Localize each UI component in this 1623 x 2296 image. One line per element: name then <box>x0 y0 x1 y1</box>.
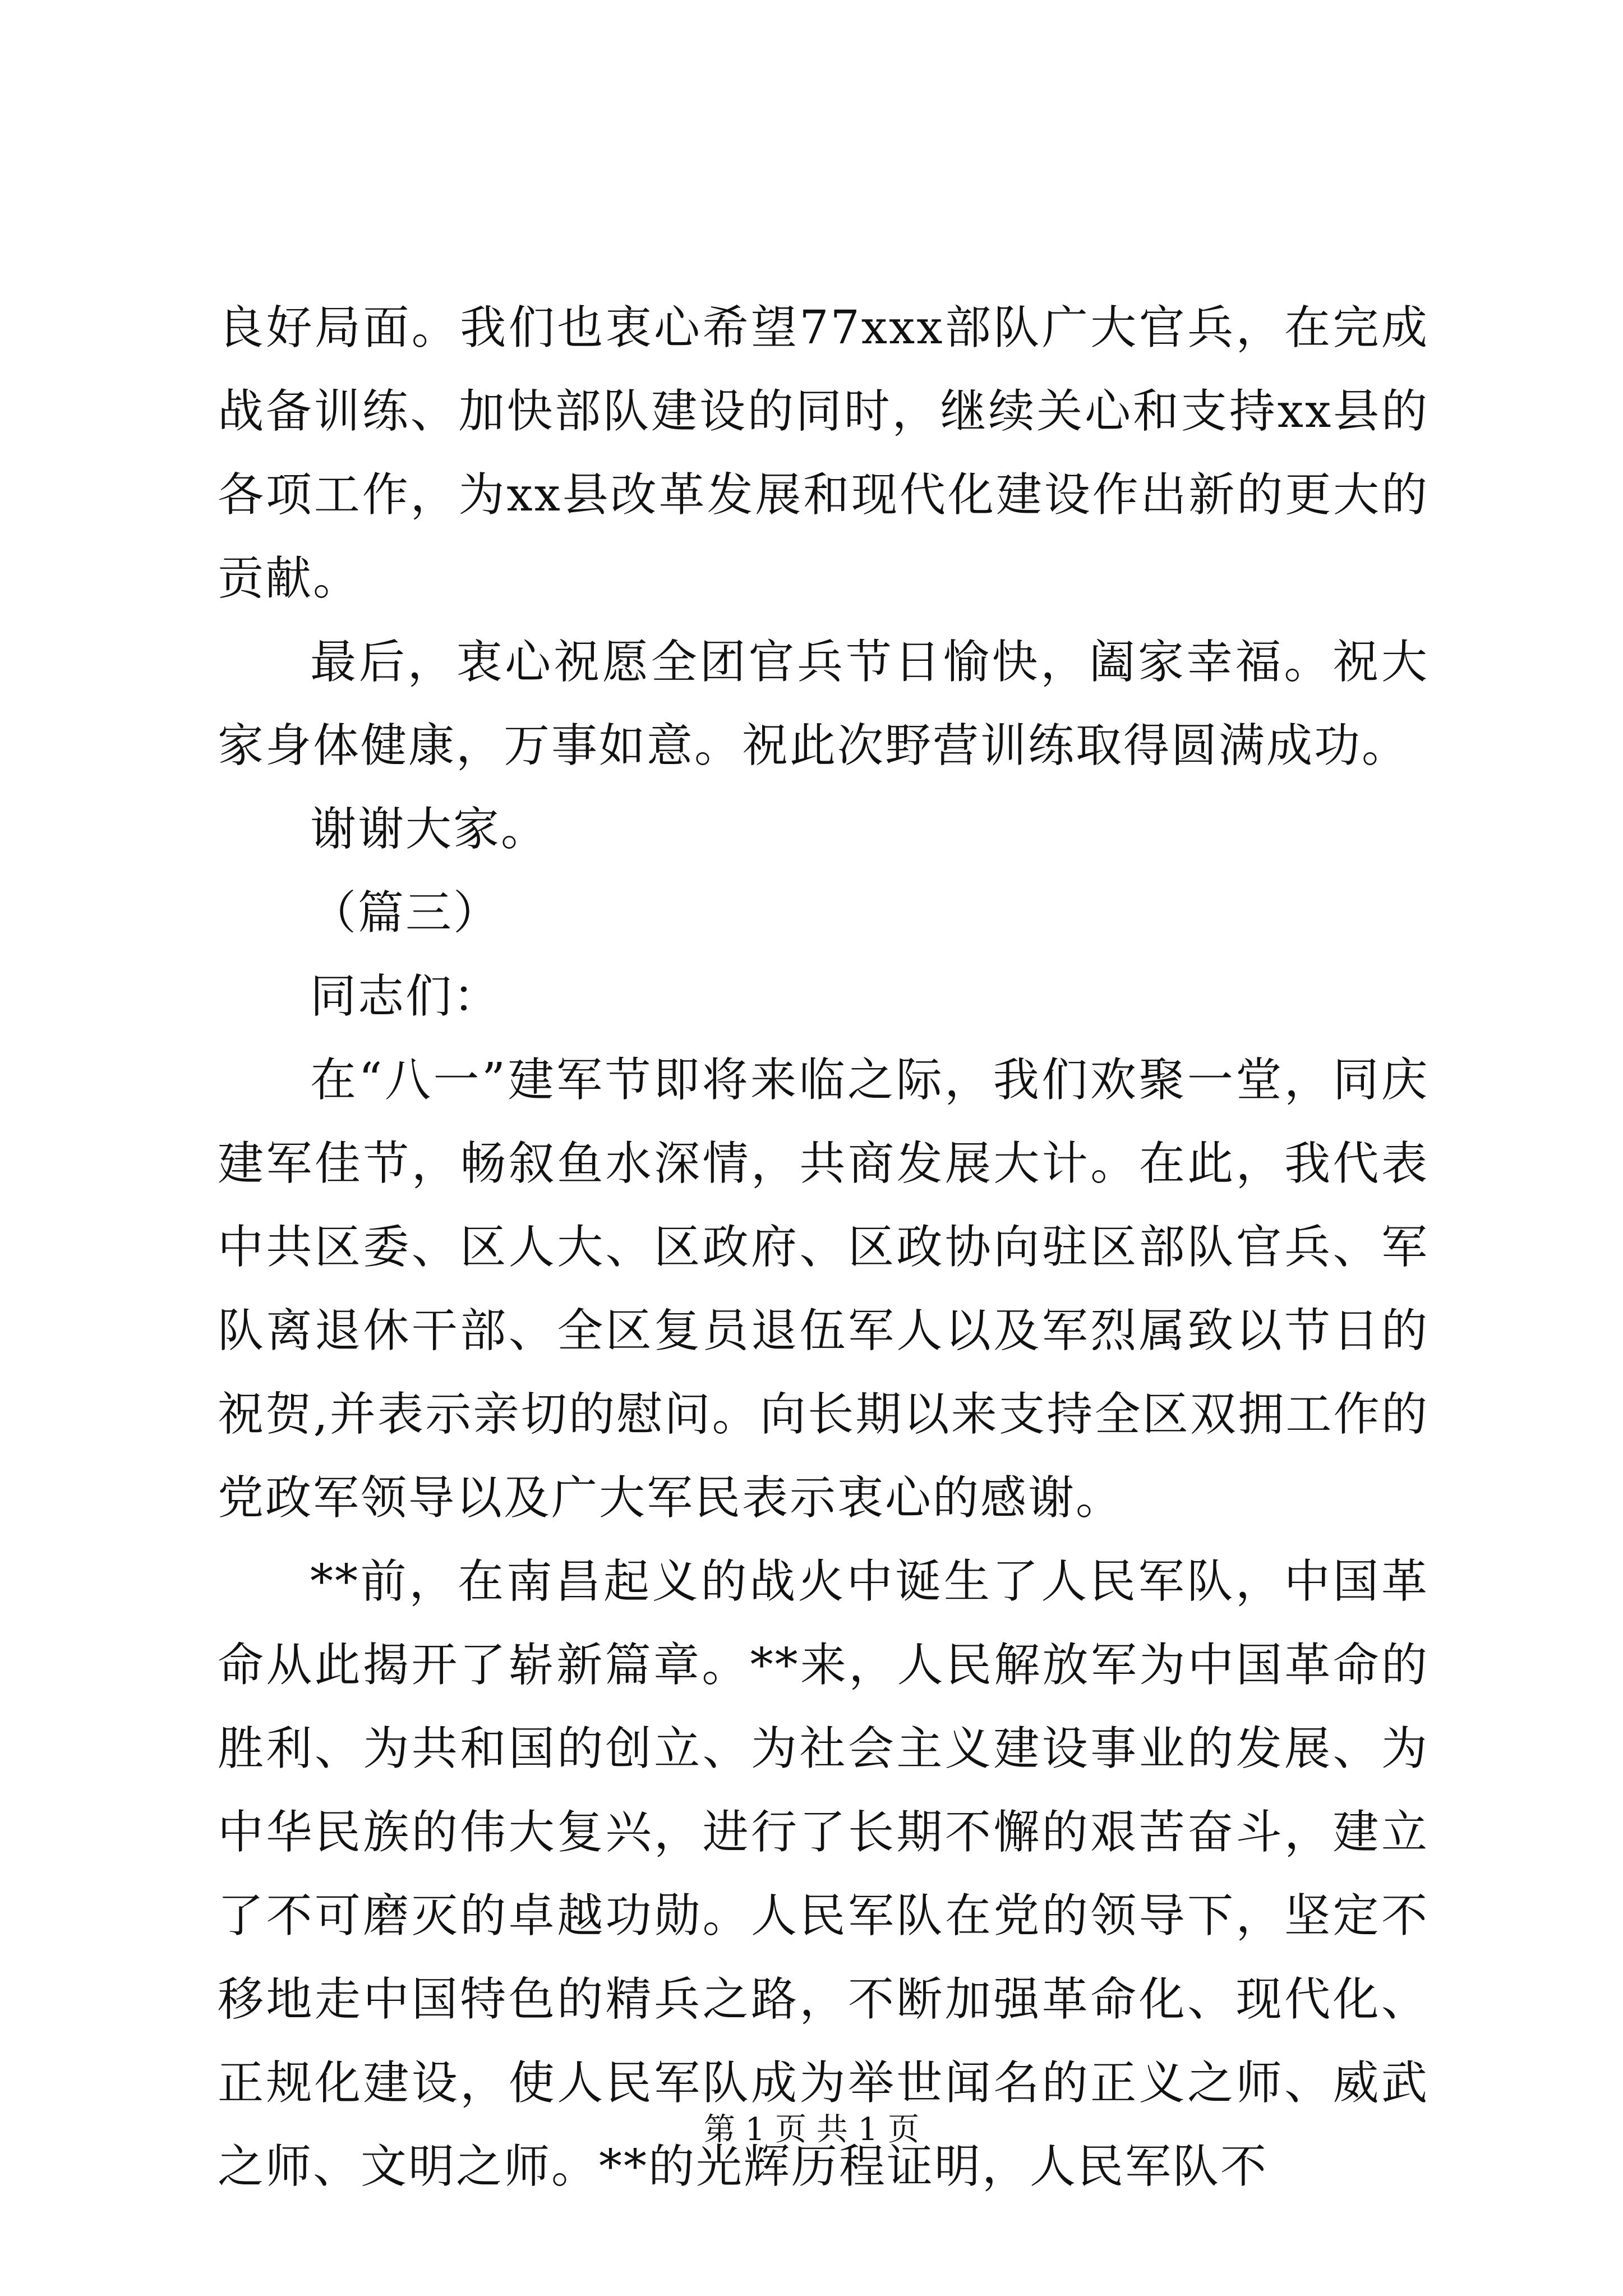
paragraph-closing-wishes: 最后，衷心祝愿全团官兵节日愉快，阖家幸福。祝大家身体健康，万事如意。祝此次野营训练取得圆满成功。 <box>218 636 1429 772</box>
page-footer <box>0 2110 1623 2150</box>
paragraph-thanks: 谢谢大家。 <box>310 803 549 856</box>
document-body <box>218 286 1429 2208</box>
paragraph-continuation: 良好局面。我们也衷心希望77xxx部队广大官兵，在完成战备训练、加快部队建设的同时，继续关心和支持xx县的各项工作，为xx县改革发展和现代化建设作出新的更大的贡献。 <box>218 301 1429 605</box>
page-number-label: 第 1 页 共 1 页 <box>703 2111 920 2148</box>
paragraph-introduction: 在“八一”建军节即将来临之际，我们欢聚一堂，同庆建军佳节，畅叙鱼水深情，共商发展大计。在此，我代表中共区委、区人大、区政府、区政协向驻区部队官兵、军队离退休干部、全区复员退伍军人以及军烈属致以节日的祝贺,并表示亲切的慰问。向长期以来支持全区双拥工作的党政军领导以及广大军民表示衷心的感谢。 <box>218 1053 1429 1525</box>
section-heading: （篇三） <box>310 886 501 940</box>
paragraph-salutation: 同志们： <box>310 970 501 1023</box>
paragraph-history: **前，在南昌起义的战火中诞生了人民军队，中国革命从此揭开了崭新篇章。**来，人民解放军为中国革命的胜利、为共和国的创立、为社会主义建设事业的发展、为中华民族的伟大复兴，进行了长期不懈的艰苦奋斗，建立了不可磨灭的卓越功勋。人民军队在党的领导下，坚定不移地走中国特色的精兵之路，不断加强革命化、现代化、正规化建设，使人民军队成为举世闻名的正义之师、威武之师、文明之师。**的光辉历程证明，人民军队不 <box>218 1555 1429 2193</box>
